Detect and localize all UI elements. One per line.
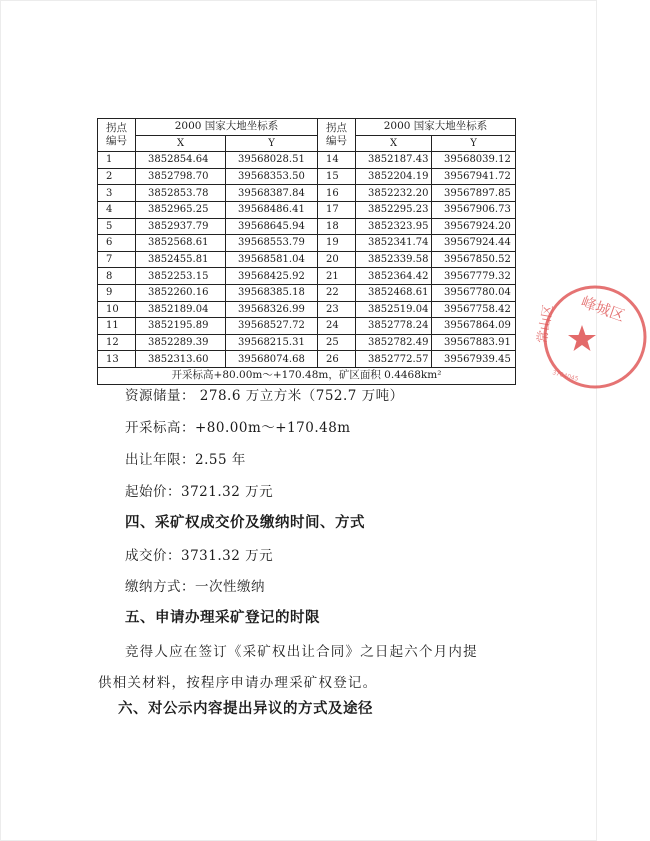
point-number-cell: 12 [98,334,136,351]
y-coordinate-cell: 39568486.41 [226,201,318,218]
table-row [98,351,516,368]
y-coordinate-cell: 39567924.20 [432,218,516,235]
point-number-cell: 4 [98,201,136,218]
y-coordinate-cell: 39567864.09 [432,318,516,335]
table-row [98,152,516,169]
table-row [98,318,516,335]
table-row [98,185,516,202]
point-number-cell: 7 [98,251,136,268]
point-number-cell: 13 [98,351,136,368]
x-coordinate-cell: 3852204.19 [356,168,432,185]
x-coordinate-cell: 3852455.81 [136,251,226,268]
y-coordinate-cell: 39568215.31 [226,334,318,351]
y-coordinate-cell: 39568074.68 [226,351,318,368]
y-coordinate-cell: 39567883.91 [432,334,516,351]
header-point-number-left: 拐点 编号 [98,119,136,152]
y-coordinate-cell: 39568645.94 [226,218,318,235]
point-number-cell: 19 [318,235,356,252]
y-coordinate-cell: 39568553.79 [226,235,318,252]
table-row [98,301,516,318]
section-5-paragraph-line-2: 供相关材料，按程序申请办理采矿权登记。 [98,675,378,691]
y-coordinate-cell: 39568425.92 [226,268,318,285]
x-coordinate-cell: 3852468.61 [356,284,432,301]
x-coordinate-cell: 3852364.42 [356,268,432,285]
point-number-cell: 11 [98,318,136,335]
y-coordinate-cell: 39568581.04 [226,251,318,268]
x-coordinate-cell: 3852853.78 [136,185,226,202]
x-coordinate-cell: 3852965.25 [136,201,226,218]
point-number-cell: 26 [318,351,356,368]
svg-text:常山区: 常山区 [535,303,557,345]
header-coordinate-system-left: 2000 国家大地坐标系 [136,119,318,136]
point-number-cell: 24 [318,318,356,335]
x-coordinate-cell: 3852253.15 [136,268,226,285]
point-number-cell: 3 [98,185,136,202]
y-coordinate-cell: 39568385.18 [226,284,318,301]
svg-text:峰城区: 峰城区 [578,292,628,326]
x-coordinate-cell: 3852937.79 [136,218,226,235]
table-row [98,268,516,285]
resource-reserves: 资源储量： 278.6 万立方米（752.7 万吨） [125,388,404,404]
x-coordinate-cell: 3852189.04 [136,301,226,318]
table-footer-row [98,367,516,384]
coordinate-table [97,118,516,385]
y-coordinate-cell: 39568039.12 [432,152,516,169]
point-number-cell: 20 [318,251,356,268]
point-number-cell: 2 [98,168,136,185]
point-number-cell: 5 [98,218,136,235]
point-number-cell: 16 [318,185,356,202]
table-header-row-1 [98,119,516,136]
table-row [98,168,516,185]
header-x-right: X [356,135,432,152]
x-coordinate-cell: 3852772.57 [356,351,432,368]
y-coordinate-cell: 39568527.72 [226,318,318,335]
section-5-heading: 五、申请办理采矿登记的时限 [125,610,320,626]
x-coordinate-cell: 3852232.20 [356,185,432,202]
x-coordinate-cell: 3852289.39 [136,334,226,351]
x-coordinate-cell: 3852778.24 [356,318,432,335]
y-coordinate-cell: 39567941.72 [432,168,516,185]
table-row [98,251,516,268]
starting-price: 起始价：3721.32 万元 [125,484,274,500]
point-number-cell: 22 [318,284,356,301]
official-seal-stamp [535,282,650,392]
point-number-cell: 8 [98,268,136,285]
point-number-cell: 10 [98,301,136,318]
point-number-cell: 14 [318,152,356,169]
y-coordinate-cell: 39567924.44 [432,235,516,252]
svg-text:3704045: 3704045 [551,369,580,383]
point-number-cell: 21 [318,268,356,285]
point-number-cell: 6 [98,235,136,252]
point-number-cell: 1 [98,152,136,169]
point-number-cell: 18 [318,218,356,235]
x-coordinate-cell: 3852798.70 [136,168,226,185]
x-coordinate-cell: 3852187.43 [356,152,432,169]
table-row [98,218,516,235]
point-number-cell: 17 [318,201,356,218]
table-row [98,334,516,351]
y-coordinate-cell: 39568353.50 [226,168,318,185]
y-coordinate-cell: 39567779.32 [432,268,516,285]
transfer-term: 出让年限：2.55 年 [125,452,246,468]
x-coordinate-cell: 3852854.64 [136,152,226,169]
header-y-right: Y [432,135,516,152]
x-coordinate-cell: 3852323.95 [356,218,432,235]
header-x-left: X [136,135,226,152]
x-coordinate-cell: 3852313.60 [136,351,226,368]
table-row [98,201,516,218]
point-number-cell: 25 [318,334,356,351]
y-coordinate-cell: 39567939.45 [432,351,516,368]
x-coordinate-cell: 3852519.04 [356,301,432,318]
x-coordinate-cell: 3852339.58 [356,251,432,268]
x-coordinate-cell: 3852260.16 [136,284,226,301]
y-coordinate-cell: 39568387.84 [226,185,318,202]
y-coordinate-cell: 39567780.04 [432,284,516,301]
y-coordinate-cell: 39568028.51 [226,152,318,169]
x-coordinate-cell: 3852295.23 [356,201,432,218]
table-row [98,284,516,301]
x-coordinate-cell: 3852568.61 [136,235,226,252]
payment-method: 缴纳方式：一次性缴纳 [125,579,265,595]
header-point-number-right: 拐点 编号 [318,119,356,152]
point-number-cell: 9 [98,284,136,301]
y-coordinate-cell: 39567906.73 [432,201,516,218]
section-4-heading: 四、采矿权成交价及缴纳时间、方式 [125,515,365,531]
x-coordinate-cell: 3852195.89 [136,318,226,335]
header-y-left: Y [226,135,318,152]
table-header-row-2 [98,135,516,152]
section-5-paragraph-line-1: 竞得人应在签订《采矿权出让合同》之日起六个月内提 [125,644,478,660]
y-coordinate-cell: 39567897.85 [432,185,516,202]
x-coordinate-cell: 3852782.49 [356,334,432,351]
x-coordinate-cell: 3852341.74 [356,235,432,252]
y-coordinate-cell: 39568326.99 [226,301,318,318]
section-6-heading: 六、对公示内容提出异议的方式及途径 [118,701,373,717]
coordinate-table-body [98,152,516,368]
header-coordinate-system-right: 2000 国家大地坐标系 [356,119,516,136]
mining-elevation: 开采标高：+80.00m～+170.48m [125,420,351,436]
y-coordinate-cell: 39567758.42 [432,301,516,318]
deal-price: 成交价：3731.32 万元 [125,548,274,564]
table-footer-note: 开采标高+80.00m～+170.48m，矿区面积 0.4468km² [98,367,516,384]
point-number-cell: 15 [318,168,356,185]
table-row [98,235,516,252]
point-number-cell: 23 [318,301,356,318]
y-coordinate-cell: 39567850.52 [432,251,516,268]
